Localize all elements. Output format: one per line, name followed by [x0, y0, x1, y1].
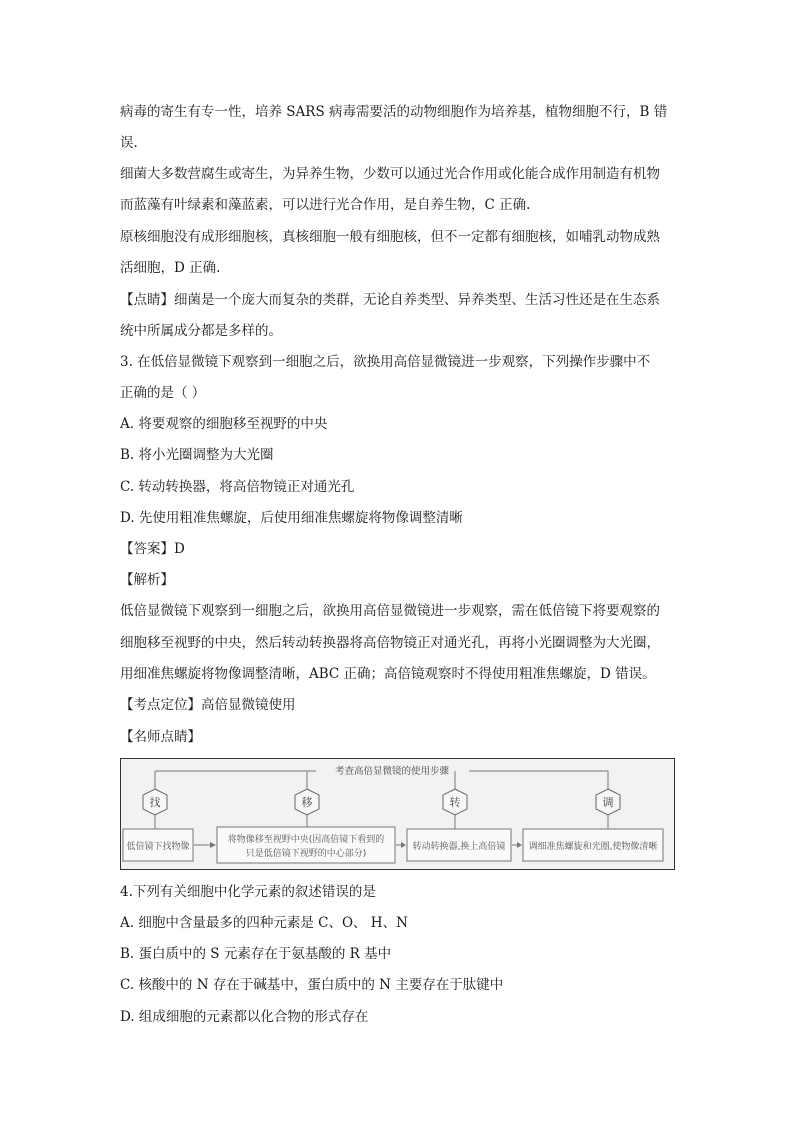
step-marker-adjust — [596, 789, 620, 815]
analysis-heading: 【解析】 — [120, 572, 174, 588]
option-d: D. 先使用粗准焦螺旋，后使用细准焦螺旋将物像调整清晰 — [120, 510, 463, 526]
question-stem: 正确的是（ ） — [120, 385, 206, 401]
tip-line: 【点睛】细菌是一个庞大而复杂的类群，无论自养类型、异养类型、生活习性还是在生态系 — [120, 292, 660, 308]
step-label: 转 — [449, 796, 461, 809]
step-marker-move — [295, 789, 319, 815]
step-box-text: 只是低倍镜下视野的中心部分) — [245, 849, 367, 859]
text-line: 用细准焦螺旋将物像调整清晰，ABC 正确；高倍镜观察时不得使用粗准焦螺旋，D 错误。 — [120, 666, 656, 682]
text-line: 原核细胞没有成形细胞核，真核细胞一般有细胞核，但不一定都有细胞核，如哺乳动物成熟 — [120, 229, 660, 245]
text-line: 病毒的寄生有专一性，培养 SARS 病毒需要活的动物细胞作为培养基，植物细胞不行，B 错 — [120, 104, 668, 120]
text-line: 活细胞，D 正确. — [120, 260, 221, 276]
text-line: 细菌大多数营腐生或寄生，为异养生物，少数可以通过光合作用或化能合成作用制造有机物 — [120, 166, 660, 182]
diagram-title: 考查高倍显微镜的使用步骤 — [334, 766, 450, 777]
arrow-2 — [396, 842, 406, 848]
step-label: 移 — [301, 796, 313, 809]
text-line: 误. — [120, 135, 138, 151]
text-line: 低倍显微镜下观察到一细胞之后，欲换用高倍显微镜进一步观察，需在低倍镜下将要观察的 — [120, 603, 660, 619]
step-label: 找 — [149, 796, 161, 809]
option-c: C. 转动转换器，将高倍物镜正对通光孔 — [120, 479, 355, 495]
option-c: C. 核酸中的 N 存在于碱基中，蛋白质中的 N 主要存在于肽键中 — [120, 977, 504, 993]
step-label: 调 — [602, 796, 614, 809]
arrow-3 — [512, 842, 522, 848]
option-a: A. 细胞中含量最多的四种元素是 C、O、 H、N — [120, 915, 408, 931]
step-box-text: 将物像移至视野中央(因高倍镜下看到的 — [227, 835, 385, 845]
step-marker-turn — [443, 789, 467, 815]
text-line: 统中所属成分都是多样的。 — [120, 323, 282, 339]
option-a: A. 将要观察的细胞移至视野的中央 — [120, 416, 328, 432]
step-box-text: 调细准焦螺旋和光圈,使物像清晰 — [528, 842, 658, 852]
test-point-line: 【考点定位】高倍显微镜使用 — [120, 697, 296, 713]
step-marker-find — [143, 789, 167, 815]
answer-line: 【答案】D — [120, 541, 185, 557]
arrow-1 — [194, 842, 216, 848]
text-line: 而蓝藻有叶绿素和藻蓝素，可以进行光合作用，是自养生物，C 正确. — [120, 197, 531, 213]
microscope-steps-diagram — [120, 758, 675, 870]
teacher-tip-heading: 【名师点睛】 — [120, 729, 201, 745]
question-stem: 3. 在低倍显微镜下观察到一细胞之后，欲换用高倍显微镜进一步观察，下列操作步骤中不 — [120, 354, 651, 370]
question-stem: 4.下列有关细胞中化学元素的叙述错误的是 — [120, 884, 376, 900]
text-line: 细胞移至视野的中央，然后转动转换器将高倍物镜正对通光孔，再将小光圈调整为大光圈， — [120, 635, 660, 651]
option-b: B. 蛋白质中的 S 元素存在于氨基酸的 R 基中 — [120, 946, 392, 962]
step-box-text: 低倍镜下找物像 — [126, 842, 190, 852]
option-d: D. 组成细胞的元素都以化合物的形式存在 — [120, 1009, 369, 1025]
step-box-text: 转动转换器,换上高倍镜 — [412, 842, 506, 852]
option-b: B. 将小光圈调整为大光圈 — [120, 447, 274, 463]
